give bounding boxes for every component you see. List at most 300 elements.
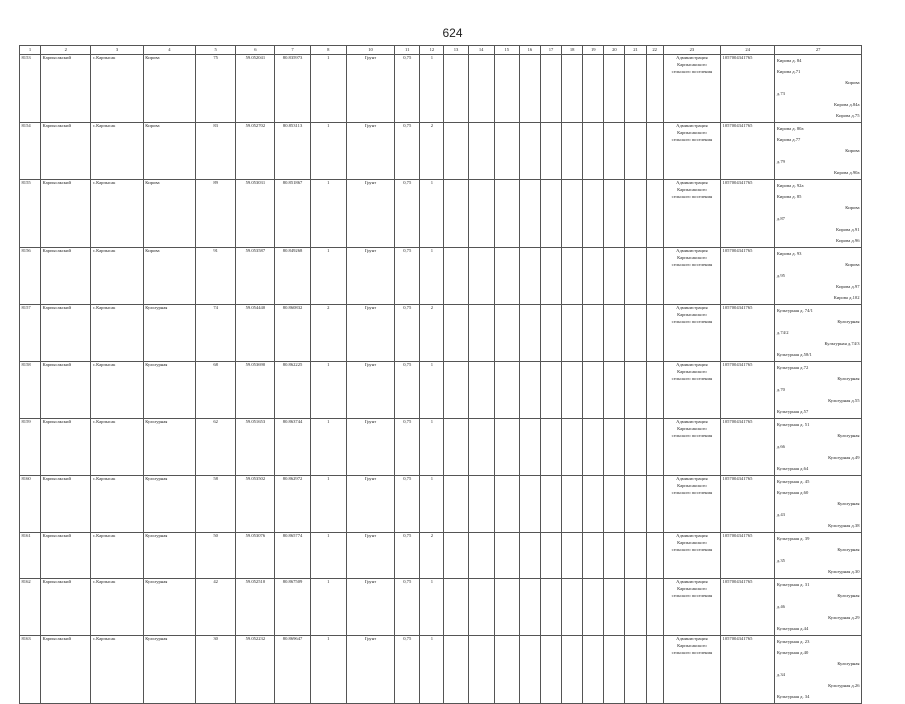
address-line: Культурная	[837, 319, 860, 325]
street-cell: Культурная	[143, 578, 195, 635]
village-cell: с.Карпысак	[91, 635, 143, 703]
address-line: д.66	[776, 444, 785, 450]
address-line: Кирова д. 93	[776, 251, 802, 257]
owner-line: Администрация	[676, 305, 708, 311]
empty-cell	[583, 578, 604, 635]
address-line: Культурная д.29	[828, 615, 860, 621]
empty-cell	[468, 578, 494, 635]
owner-line: сельского поселения	[671, 593, 713, 599]
address-line: Кирова д. 84	[776, 58, 802, 64]
address-line: Кирова д.91	[836, 227, 860, 233]
empty-cell	[519, 578, 540, 635]
village-cell: с.Карпысак	[91, 304, 143, 361]
table-row	[20, 578, 862, 635]
road-id-cell: 8155	[20, 179, 41, 247]
owner-line: Администрация	[676, 55, 708, 61]
settlement-cell: Карпысакский	[41, 179, 91, 247]
latitude-cell: 59.054440	[236, 304, 275, 361]
empty-cell	[540, 418, 561, 475]
count-cell: 1	[420, 475, 444, 532]
empty-cell	[444, 635, 468, 703]
address-line: д.46	[776, 604, 785, 610]
width-cell: 0,75	[395, 247, 420, 304]
surface-cell: Грунт	[346, 418, 394, 475]
owner-line: сельского поселения	[671, 547, 713, 553]
width-cell: 0,75	[395, 635, 420, 703]
surface-cell: Грунт	[346, 361, 394, 418]
column-number-row	[20, 46, 862, 55]
empty-cell	[519, 532, 540, 578]
address-line: Культурная д.64	[776, 466, 809, 472]
lanes-cell: 1	[310, 179, 346, 247]
width-cell: 0,75	[395, 179, 420, 247]
count-cell: 1	[420, 578, 444, 635]
village-cell: с.Карпысак	[91, 532, 143, 578]
address-line: д.79	[776, 159, 785, 165]
street-cell: Культурная	[143, 475, 195, 532]
address-line: Кирова д.71	[776, 69, 801, 75]
count-cell: 2	[420, 122, 444, 179]
street-cell: Кирова	[143, 54, 195, 122]
owner-cell	[663, 475, 720, 532]
ogrn-cell: 1057004341765	[721, 247, 775, 304]
owner-line: Администрация	[676, 636, 708, 642]
column-number-cell: 10	[346, 46, 394, 55]
address-line: Культурная д.57	[776, 409, 809, 415]
ogrn-cell: 1057004341765	[721, 122, 775, 179]
width-cell: 0,75	[395, 54, 420, 122]
address-line: Кирова	[845, 262, 860, 268]
empty-cell	[583, 179, 604, 247]
column-number-cell: 11	[395, 46, 420, 55]
settlement-cell: Карпысакский	[41, 578, 91, 635]
width-cell: 0,75	[395, 304, 420, 361]
village-cell: с.Карпысак	[91, 122, 143, 179]
empty-cell	[604, 532, 625, 578]
address-line: д.95	[776, 273, 785, 279]
settlement-cell: Карпысакский	[41, 247, 91, 304]
house-cell: 58	[196, 475, 236, 532]
street-cell: Культурная	[143, 635, 195, 703]
empty-cell	[562, 635, 583, 703]
address-line: Кирова д.90а	[833, 170, 860, 176]
road-id-cell: 8159	[20, 418, 41, 475]
empty-cell	[540, 122, 561, 179]
registry-table	[19, 45, 862, 704]
address-line: Культурная	[837, 501, 860, 507]
owner-cell	[663, 578, 720, 635]
ogrn-cell: 1057004341765	[721, 179, 775, 247]
empty-cell	[519, 635, 540, 703]
empty-cell	[540, 247, 561, 304]
empty-cell	[583, 54, 604, 122]
settlement-cell: Карпысакский	[41, 122, 91, 179]
address-line: Культурная д. 23	[776, 639, 810, 645]
empty-cell	[646, 635, 663, 703]
empty-cell	[540, 475, 561, 532]
address-line: Культурная д.40	[776, 650, 809, 656]
addresses-cell	[775, 179, 862, 247]
column-number-cell: 7	[275, 46, 310, 55]
street-cell: Кирова	[143, 122, 195, 179]
empty-cell	[494, 578, 519, 635]
village-cell: с.Карпысак	[91, 179, 143, 247]
ogrn-cell: 1057004341765	[721, 475, 775, 532]
empty-cell	[468, 361, 494, 418]
empty-cell	[519, 475, 540, 532]
addresses-cell	[775, 54, 862, 122]
latitude-cell: 59.052510	[236, 578, 275, 635]
table-row	[20, 635, 862, 703]
empty-cell	[540, 532, 561, 578]
address-line: Культурная д. 31	[776, 582, 810, 588]
column-number-cell: 22	[646, 46, 663, 55]
surface-cell: Грунт	[346, 578, 394, 635]
empty-cell	[494, 247, 519, 304]
address-line: Культурная д.49	[828, 455, 860, 461]
empty-cell	[646, 418, 663, 475]
addresses-cell	[775, 247, 862, 304]
road-id-cell: 8153	[20, 54, 41, 122]
empty-cell	[494, 475, 519, 532]
address-line: Кирова	[845, 148, 860, 154]
page-number: 624	[442, 26, 463, 40]
empty-cell	[519, 304, 540, 361]
count-cell: 1	[420, 54, 444, 122]
empty-cell	[444, 54, 468, 122]
lanes-cell: 1	[310, 418, 346, 475]
empty-cell	[583, 247, 604, 304]
surface-cell: Грунт	[346, 122, 394, 179]
addresses-cell	[775, 578, 862, 635]
empty-cell	[646, 122, 663, 179]
owner-line: сельского поселения	[671, 69, 713, 75]
table-row	[20, 54, 862, 122]
house-cell: 68	[196, 361, 236, 418]
empty-cell	[646, 54, 663, 122]
owner-line: сельского поселения	[671, 376, 713, 382]
owner-cell	[663, 122, 720, 179]
address-line: д.70	[776, 387, 785, 393]
empty-cell	[646, 247, 663, 304]
address-line: д.87	[776, 216, 785, 222]
empty-cell	[444, 578, 468, 635]
empty-cell	[604, 122, 625, 179]
empty-cell	[519, 122, 540, 179]
owner-cell	[663, 418, 720, 475]
column-number-cell: 13	[444, 46, 468, 55]
empty-cell	[494, 532, 519, 578]
addresses-cell	[775, 635, 862, 703]
empty-cell	[625, 475, 646, 532]
empty-cell	[604, 635, 625, 703]
table-row	[20, 304, 862, 361]
owner-line: сельского поселения	[671, 650, 713, 656]
lanes-cell: 1	[310, 54, 346, 122]
empty-cell	[646, 179, 663, 247]
lanes-cell: 1	[310, 475, 346, 532]
address-line: Культурная д.72	[776, 365, 809, 371]
address-line: Кирова д.96	[836, 238, 860, 244]
empty-cell	[519, 418, 540, 475]
address-line: Кирова д.77	[776, 137, 801, 143]
longitude-cell: 80.863744	[275, 418, 310, 475]
table-row	[20, 361, 862, 418]
owner-cell	[663, 304, 720, 361]
address-line: Культурная д. 45	[776, 479, 810, 485]
road-id-cell: 8162	[20, 578, 41, 635]
surface-cell: Грунт	[346, 247, 394, 304]
address-line: Культурная	[837, 593, 860, 599]
latitude-cell: 59.051653	[236, 418, 275, 475]
address-line: д.73	[776, 91, 785, 97]
surface-cell: Грунт	[346, 475, 394, 532]
owner-line: Карпысакского	[677, 62, 707, 68]
owner-cell	[663, 361, 720, 418]
column-number-cell: 20	[604, 46, 625, 55]
empty-cell	[494, 418, 519, 475]
column-number-cell: 23	[663, 46, 720, 55]
empty-cell	[444, 179, 468, 247]
longitude-cell: 80.849268	[275, 247, 310, 304]
empty-cell	[519, 179, 540, 247]
settlement-cell: Карпысакский	[41, 418, 91, 475]
longitude-cell: 80.865774	[275, 532, 310, 578]
owner-line: Карпысакского	[677, 540, 707, 546]
empty-cell	[468, 54, 494, 122]
empty-cell	[444, 304, 468, 361]
owner-line: Администрация	[676, 579, 708, 585]
empty-cell	[468, 179, 494, 247]
table-row	[20, 418, 862, 475]
empty-cell	[468, 635, 494, 703]
owner-cell	[663, 179, 720, 247]
owner-line: сельского поселения	[671, 490, 713, 496]
empty-cell	[625, 122, 646, 179]
empty-cell	[562, 54, 583, 122]
empty-cell	[646, 532, 663, 578]
latitude-cell: 59.052232	[236, 635, 275, 703]
empty-cell	[494, 361, 519, 418]
empty-cell	[562, 179, 583, 247]
road-id-cell: 8154	[20, 122, 41, 179]
empty-cell	[562, 361, 583, 418]
empty-cell	[583, 361, 604, 418]
empty-cell	[468, 475, 494, 532]
house-cell: 91	[196, 247, 236, 304]
address-line: д.43	[776, 512, 785, 518]
empty-cell	[604, 361, 625, 418]
settlement-cell: Карпысакский	[41, 532, 91, 578]
empty-cell	[444, 475, 468, 532]
lanes-cell: 1	[310, 361, 346, 418]
lanes-cell: 1	[310, 578, 346, 635]
owner-line: Карпысакского	[677, 255, 707, 261]
empty-cell	[625, 635, 646, 703]
owner-cell	[663, 635, 720, 703]
street-cell: Культурная	[143, 361, 195, 418]
owner-line: Карпысакского	[677, 643, 707, 649]
empty-cell	[625, 179, 646, 247]
count-cell: 1	[420, 247, 444, 304]
owner-line: Администрация	[676, 419, 708, 425]
empty-cell	[646, 475, 663, 532]
address-line: Культурная	[837, 376, 860, 382]
address-line: Культурная д.44	[776, 626, 809, 632]
empty-cell	[444, 418, 468, 475]
owner-line: Карпысакского	[677, 483, 707, 489]
owner-line: Карпысакского	[677, 426, 707, 432]
road-id-cell: 8161	[20, 532, 41, 578]
width-cell: 0,75	[395, 578, 420, 635]
house-cell: 42	[196, 578, 236, 635]
owner-line: Администрация	[676, 123, 708, 129]
ogrn-cell: 1057004341765	[721, 54, 775, 122]
column-number-cell: 2	[41, 46, 91, 55]
empty-cell	[562, 532, 583, 578]
settlement-cell: Карпысакский	[41, 54, 91, 122]
empty-cell	[444, 361, 468, 418]
road-id-cell: 8163	[20, 635, 41, 703]
longitude-cell: 80.860832	[275, 304, 310, 361]
addresses-cell	[775, 304, 862, 361]
ogrn-cell: 1057004341765	[721, 578, 775, 635]
empty-cell	[583, 475, 604, 532]
village-cell: с.Карпысак	[91, 418, 143, 475]
ogrn-cell: 1057004341765	[721, 635, 775, 703]
owner-line: сельского поселения	[671, 137, 713, 143]
empty-cell	[625, 578, 646, 635]
column-number-cell: 17	[540, 46, 561, 55]
ogrn-cell: 1057004341765	[721, 418, 775, 475]
house-cell: 83	[196, 122, 236, 179]
width-cell: 0,75	[395, 122, 420, 179]
owner-line: Карпысакского	[677, 586, 707, 592]
table-row	[20, 122, 862, 179]
empty-cell	[604, 578, 625, 635]
owner-line: сельского поселения	[671, 262, 713, 268]
surface-cell: Грунт	[346, 304, 394, 361]
column-number-cell: 15	[494, 46, 519, 55]
house-cell: 50	[196, 532, 236, 578]
address-line: д.34	[776, 672, 785, 678]
latitude-cell: 59.052702	[236, 122, 275, 179]
column-number-cell: 1	[20, 46, 41, 55]
registry-body	[20, 46, 862, 704]
empty-cell	[625, 247, 646, 304]
column-number-cell: 27	[775, 46, 862, 55]
empty-cell	[604, 54, 625, 122]
surface-cell: Грунт	[346, 635, 394, 703]
empty-cell	[562, 475, 583, 532]
address-line: Культурная д.30	[828, 569, 860, 575]
longitude-cell: 80.851867	[275, 179, 310, 247]
empty-cell	[604, 418, 625, 475]
surface-cell: Грунт	[346, 179, 394, 247]
street-cell: Кирова	[143, 247, 195, 304]
address-line: Культурная д. 34	[776, 694, 810, 700]
street-cell: Культурная	[143, 532, 195, 578]
column-number-cell: 6	[236, 46, 275, 55]
address-line: Кирова д.84а	[833, 102, 860, 108]
house-cell: 62	[196, 418, 236, 475]
lanes-cell: 2	[310, 304, 346, 361]
village-cell: с.Карпысак	[91, 54, 143, 122]
count-cell: 1	[420, 635, 444, 703]
owner-line: Администрация	[676, 476, 708, 482]
owner-line: сельского поселения	[671, 433, 713, 439]
empty-cell	[519, 247, 540, 304]
empty-cell	[540, 179, 561, 247]
column-number-cell: 16	[519, 46, 540, 55]
empty-cell	[562, 247, 583, 304]
empty-cell	[540, 54, 561, 122]
addresses-cell	[775, 122, 862, 179]
width-cell: 0,75	[395, 361, 420, 418]
count-cell: 2	[420, 304, 444, 361]
latitude-cell: 59.053502	[236, 475, 275, 532]
addresses-cell	[775, 532, 862, 578]
column-number-cell: 5	[196, 46, 236, 55]
empty-cell	[583, 635, 604, 703]
table-row	[20, 475, 862, 532]
empty-cell	[604, 247, 625, 304]
longitude-cell: 80.862972	[275, 475, 310, 532]
empty-cell	[494, 122, 519, 179]
owner-cell	[663, 532, 720, 578]
address-line: Культурная	[837, 547, 860, 553]
address-line: Культурная д. 74/1	[776, 308, 813, 314]
latitude-cell: 59.053587	[236, 247, 275, 304]
address-line: д.35	[776, 558, 785, 564]
lanes-cell: 1	[310, 635, 346, 703]
owner-line: Администрация	[676, 248, 708, 254]
settlement-cell: Карпысакский	[41, 475, 91, 532]
address-line: Культурная д.55	[828, 398, 860, 404]
latitude-cell: 59.052041	[236, 54, 275, 122]
road-id-cell: 8157	[20, 304, 41, 361]
address-line: Кирова д. 85	[776, 194, 802, 200]
address-line: Культурная д.26	[828, 683, 860, 689]
longitude-cell: 80.835973	[275, 54, 310, 122]
village-cell: с.Карпысак	[91, 475, 143, 532]
width-cell: 0,75	[395, 475, 420, 532]
empty-cell	[468, 304, 494, 361]
address-line: Культурная д. 51	[776, 422, 810, 428]
village-cell: с.Карпысак	[91, 578, 143, 635]
longitude-cell: 80.853113	[275, 122, 310, 179]
empty-cell	[562, 578, 583, 635]
address-line: Кирова д.75	[836, 113, 860, 119]
ogrn-cell: 1057004341765	[721, 532, 775, 578]
address-line: Культурная д.74/3	[824, 341, 860, 347]
empty-cell	[540, 635, 561, 703]
owner-line: Администрация	[676, 362, 708, 368]
empty-cell	[604, 179, 625, 247]
longitude-cell: 80.869647	[275, 635, 310, 703]
settlement-cell: Карпысакский	[41, 635, 91, 703]
empty-cell	[519, 361, 540, 418]
settlement-cell: Карпысакский	[41, 304, 91, 361]
empty-cell	[625, 418, 646, 475]
street-cell: Культурная	[143, 418, 195, 475]
address-line: Кирова д.97	[836, 284, 860, 290]
empty-cell	[646, 361, 663, 418]
latitude-cell: 59.053690	[236, 361, 275, 418]
longitude-cell: 80.862225	[275, 361, 310, 418]
empty-cell	[583, 418, 604, 475]
road-id-cell: 8158	[20, 361, 41, 418]
